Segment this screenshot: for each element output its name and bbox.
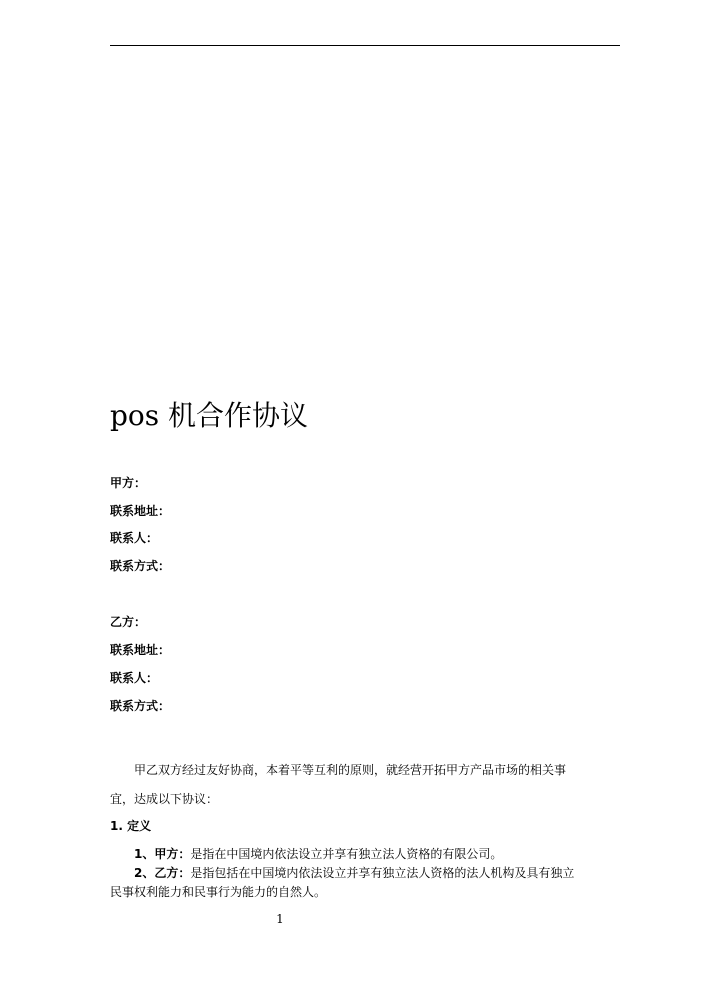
party-b-contact-label: 联系人： [110,671,159,685]
intro-line-1: 甲乙双方经过友好协商，本着平等互利的原则，就经营开拓甲方产品市场的相关事 [134,763,567,777]
party-b-address-label: 联系地址： [110,643,171,657]
definition-item-2-term: 2、乙方： [134,866,191,880]
party-a-method-label: 联系方式： [110,559,171,573]
header-rule [110,45,620,46]
page-number: 1 [276,912,284,926]
party-b-method-label: 联系方式： [110,699,171,713]
definition-item-2-text-line-1: 是指包括在中国境内依法设立并享有独立法人资格的法人机构及具有独立 [190,866,575,880]
definition-item-2-continuation: 民事权利能力和民事行为能力的自然人。 [110,885,327,899]
definition-item-2 [134,864,574,882]
party-b-label: 乙方： [110,615,147,629]
party-a-label: 甲方： [110,476,147,490]
intro-line-2: 宜，达成以下协议： [110,792,219,806]
definition-item-1 [134,845,502,863]
party-a-address-label: 联系地址： [110,504,171,518]
section-heading-definitions: 1. 定义 [110,819,152,833]
document-title: pos 机合作协议 [110,399,309,432]
definition-item-1-term: 1、甲方： [134,847,191,861]
party-a-contact-label: 联系人： [110,531,159,545]
definition-item-1-text: 是指在中国境内依法设立并享有独立法人资格的有限公司。 [190,847,503,861]
